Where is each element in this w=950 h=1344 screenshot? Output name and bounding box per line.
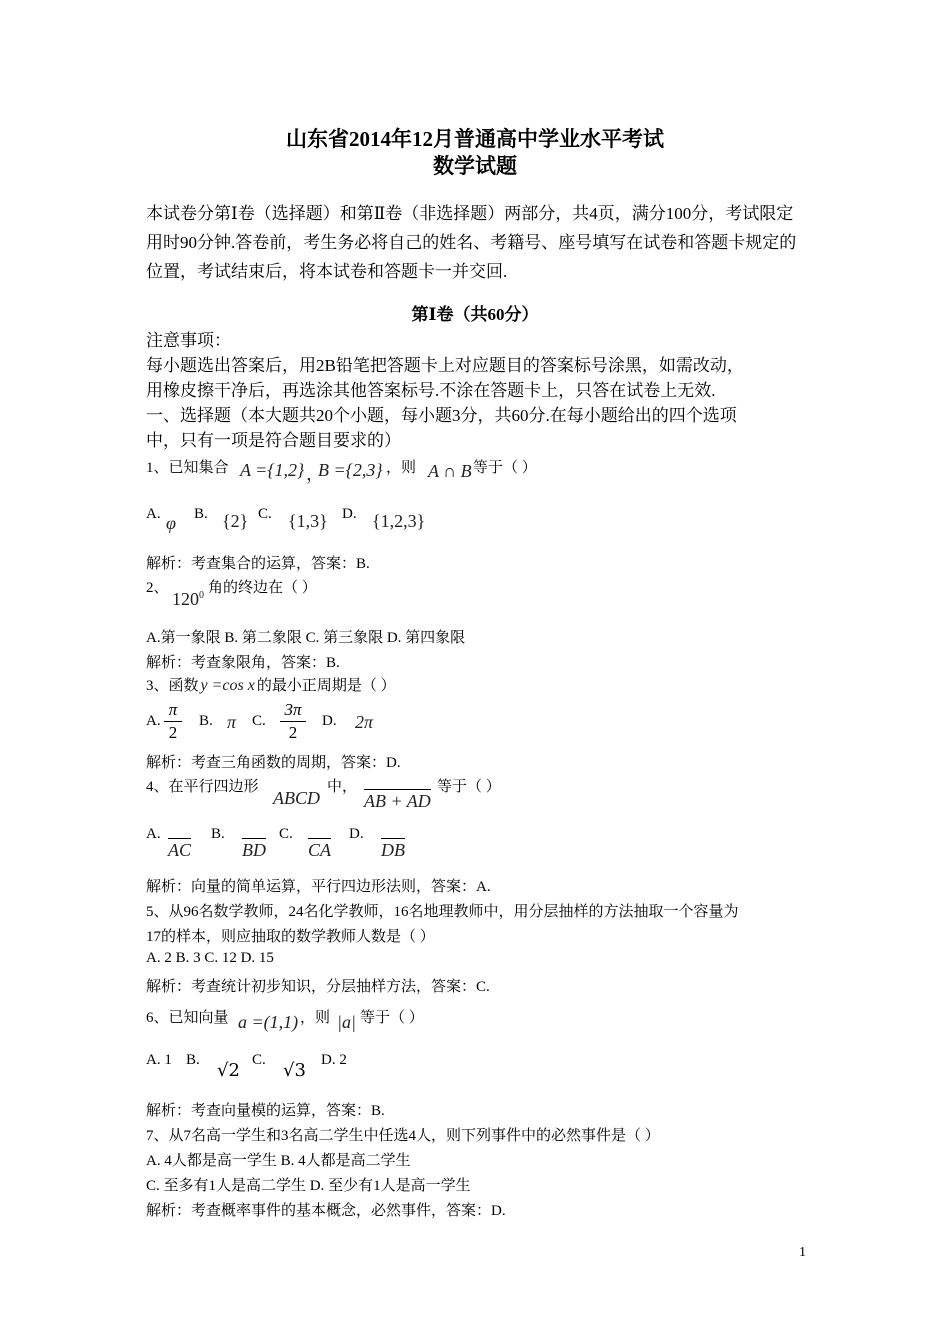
q3-analysis: 解析：考查三角函数的周期，答案：D.	[146, 755, 401, 771]
section-title: 第Ⅰ卷（共60分）	[411, 305, 539, 324]
q4-tail: 等于（ ）	[437, 779, 501, 795]
part1-line-2: 中，只有一项是符合题目要求的）	[146, 431, 401, 450]
q1-comma: ，	[306, 464, 324, 484]
title-line-1: 山东省2014年12月普通高中学业水平考试	[286, 127, 664, 151]
q4-opt-d-text: DB	[381, 840, 405, 860]
fraction-bar	[164, 721, 182, 722]
q1-opt-d: {1,2,3}	[372, 511, 426, 531]
page-number: 1	[799, 1245, 806, 1260]
q1-opt-c: {1,3}	[288, 511, 328, 531]
q1-expr: A ∩ B	[428, 461, 472, 481]
q3-stem-prefix: 3、函数	[146, 678, 199, 694]
q6-tail: 等于（ ）	[360, 1010, 424, 1026]
q4-analysis: 解析：向量的简单运算，平行四边形法则，答案：A.	[146, 879, 491, 895]
q6-opt-b: √2	[217, 1060, 240, 1081]
notice-line-1: 每小题选出答案后，用2B铅笔把答题卡上对应题目的答案标号涂黑，如需改动，	[146, 356, 744, 375]
q4-opt-d-label: D.	[349, 826, 364, 842]
q1-opt-b-label: B.	[194, 506, 208, 522]
q4-expr	[364, 791, 431, 812]
q4-opt-a	[168, 840, 191, 861]
q3-opt-d-label: D.	[322, 713, 337, 729]
q6-opt-d: D. 2	[321, 1052, 347, 1068]
notice-line-2: 用橡皮擦干净后，再选涂其他答案标号.不涂在答题卡上，只答在试卷上无效.	[146, 381, 716, 400]
q1-opt-a-label: A.	[146, 506, 161, 522]
q4-opt-a-label: A.	[146, 826, 161, 842]
q1-opt-b: {2}	[222, 511, 249, 531]
q6-stem: 6、已知向量	[146, 1010, 229, 1026]
q3-opt-c-numerator: 3π	[284, 700, 302, 719]
q3-stem	[146, 674, 396, 695]
q3-opt-c-denominator: 2	[288, 723, 298, 742]
q1-opt-c-label: C.	[258, 506, 272, 522]
q6-opt-b-label: B.	[186, 1052, 200, 1068]
q4-opt-c	[308, 840, 331, 861]
q6-vector: a =(1,1)	[238, 1012, 299, 1032]
q3-opt-a-denominator: 2	[168, 723, 178, 742]
q4-mid: 中，	[327, 779, 358, 795]
q4-opt-c-label: C.	[279, 826, 293, 842]
q2-tail: 角的终边在（ ）	[208, 580, 317, 596]
q4-expr-text: AB + AD	[364, 791, 431, 811]
q3-function: y =cos x	[200, 677, 255, 694]
q2-angle-degree: 0	[199, 590, 204, 601]
q3-opt-a-fraction	[164, 700, 182, 743]
q4-opt-c-text: CA	[308, 840, 332, 860]
q3-opt-c-fraction	[280, 700, 306, 743]
q1-opt-a: φ	[166, 513, 176, 533]
q4-opt-b-text: BD	[242, 840, 266, 860]
q3-opt-b: π	[227, 712, 237, 732]
part1-line-1: 一、选择题（本大题共20个小题，每小题3分，共60分.在每小题给出的四个选项	[146, 406, 737, 425]
q1-set-b: B ={2,3}	[318, 460, 383, 480]
notice-label: 注意事项：	[146, 331, 231, 350]
q7-analysis: 解析：考查概率事件的基本概念，必然事件，答案：D.	[146, 1203, 506, 1219]
q4-opt-b-label: B.	[211, 826, 225, 842]
q1-set-a: A ={1,2}	[240, 460, 305, 480]
q4-opt-a-text: AC	[168, 840, 192, 860]
q3-opt-d: 2π	[355, 712, 374, 732]
q2-analysis: 解析：考查象限角，答案：B.	[146, 655, 340, 671]
q6-opt-c-label: C.	[252, 1052, 266, 1068]
q5-line-2: 17的样本，则应抽取的数学教师人数是（ ）	[146, 929, 435, 945]
q6-then: ，则	[300, 1010, 331, 1026]
q6-abs: |a|	[337, 1012, 356, 1032]
q6-analysis: 解析：考查向量模的运算，答案：B.	[146, 1103, 385, 1119]
q2-options: A.第一象限 B. 第二象限 C. 第三象限 D. 第四象限	[146, 630, 466, 646]
q4-opt-d	[381, 840, 405, 861]
q1-opt-d-label: D.	[342, 506, 357, 522]
q7-options-ab: A. 4人都是高一学生 B. 4人都是高二学生	[146, 1153, 411, 1169]
q6-opt-c: √3	[283, 1060, 306, 1081]
q3-opt-a-numerator: π	[168, 700, 178, 719]
title-line-2: 数学试题	[433, 154, 517, 178]
q4-shape: ABCD	[273, 788, 320, 808]
q5-line-1: 5、从96名数学教师，24名化学教师，16名地理教师中，用分层抽样的方法抽取一个容量为	[146, 904, 739, 920]
q2-stem: 2、	[146, 580, 169, 596]
q1-analysis: 解析：考查集合的运算，答案：B.	[146, 556, 370, 572]
q3-opt-b-label: B.	[199, 713, 213, 729]
q6-opt-a: A. 1	[146, 1052, 172, 1068]
q1-then: ，则	[386, 460, 417, 476]
q3-opt-a-label: A.	[146, 713, 161, 729]
q3-opt-c-label: C.	[252, 713, 266, 729]
q1-tail: 等于（ ）	[473, 460, 537, 476]
intro-paragraph: 本试卷分第Ⅰ卷（选择题）和第Ⅱ卷（非选择题）两部分，共4页，满分100分，考试限定用时90分钟.答卷前，考生务必将自己的姓名、考籍号、座号填写在试卷和答题卡规定的位置，考试结束后，将本试卷和答题卡一并交回.	[146, 204, 797, 281]
q2-angle	[172, 589, 204, 610]
q5-analysis: 解析：考查统计初步知识，分层抽样方法，答案：C.	[146, 979, 490, 995]
q4-opt-b	[242, 840, 266, 861]
q5-options: A. 2 B. 3 C. 12 D. 15	[146, 950, 274, 966]
q7-options-cd: C. 至多有1人是高二学生 D. 至少有1人是高一学生	[146, 1178, 471, 1194]
q1-stem: 1、已知集合	[146, 460, 229, 476]
fraction-bar	[280, 721, 306, 722]
q3-stem-tail: 的最小正周期是（ ）	[256, 678, 396, 694]
q4-stem: 4、在平行四边形	[146, 779, 259, 795]
q7-stem: 7、从7名高一学生和3名高二学生中任选4人，则下列事件中的必然事件是（ ）	[146, 1128, 660, 1144]
q2-angle-value: 120	[172, 589, 199, 609]
